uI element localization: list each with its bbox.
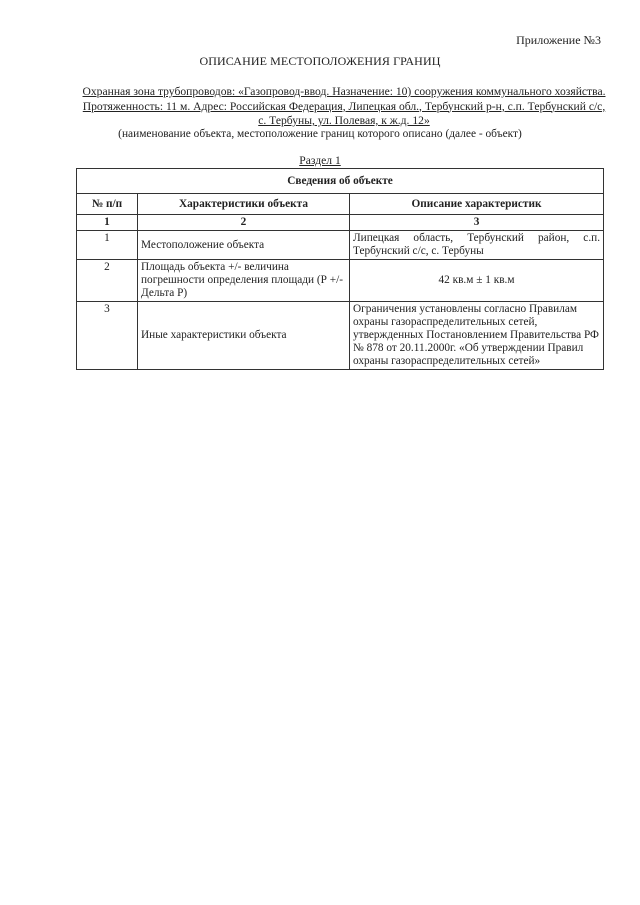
column-number-3: 3 (350, 215, 604, 231)
column-number-2: 2 (138, 215, 350, 231)
section-title: Раздел 1 (299, 154, 341, 167)
row-characteristic: Местоположение объекта (138, 231, 350, 260)
object-caption: (наименование объекта, местоположение границ которого описано (далее - объект) (118, 128, 522, 140)
row-characteristic: Площадь объекта +/- величина погрешности определения площади (Р +/- Дельта Р) (138, 260, 350, 302)
table-row (77, 302, 604, 370)
row-number: 1 (77, 231, 138, 260)
column-header-description: Описание характеристик (350, 194, 604, 215)
table-row (77, 260, 604, 302)
column-header-num: № п/п (77, 194, 138, 215)
column-number-1: 1 (77, 215, 138, 231)
object-info-table (76, 168, 604, 370)
column-number-row (77, 215, 604, 231)
column-header-characteristic: Характеристики объекта (138, 194, 350, 215)
table-row (77, 231, 604, 260)
row-number: 2 (77, 260, 138, 302)
row-description: Липецкая область, Тербунский район, с.п. Тербунский с/с, с. Тербуны (350, 231, 604, 260)
row-description: Ограничения установлены согласно Правилам охраны газораспределительных сетей, утвержденных Постановлением Правительства РФ № 878 от 20.11.2000г. «Об утверждении Правил охраны газораспределительных сетей» (350, 302, 604, 370)
row-characteristic: Иные характеристики объекта (138, 302, 350, 370)
table-title: Сведения об объекте (77, 169, 604, 194)
object-description: Охранная зона трубопроводов: «Газопровод-ввод. Назначение: 10) сооружения коммунального хозяйства. Протяженность: 11 м. Адрес: Российская Федерация, Липецкая обл., Тербунский р-н, с.п. Тербунский с/с, с. Тербуны, ул. Полевая, к ж.д. 12» (82, 85, 606, 127)
row-description: 42 кв.м ± 1 кв.м (350, 260, 604, 302)
table-header-row (77, 194, 604, 215)
table-title-row (77, 169, 604, 194)
appendix-label: Приложение №3 (516, 33, 601, 47)
row-number: 3 (77, 302, 138, 370)
document-title: ОПИСАНИЕ МЕСТОПОЛОЖЕНИЯ ГРАНИЦ (199, 54, 441, 68)
